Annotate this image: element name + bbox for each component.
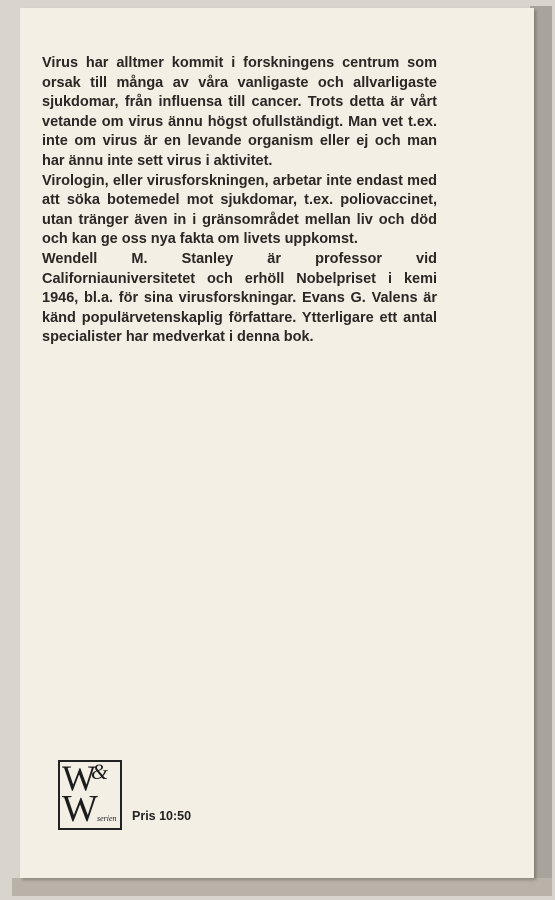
- book-bottom-shadow: [12, 878, 552, 896]
- publisher-logo: [58, 760, 122, 830]
- blurb-paragraph-2: Virologin, eller virusforskningen, arbetar inte endast med att söka botemedel mot sjukdomar, t.ex. poliovaccinet, utan tränger även in i gränsområdet mellan liv och död och kan ge oss nya fakta om livets uppkomst.: [42, 172, 437, 248]
- logo-ampersand: &: [91, 759, 109, 784]
- price-label: Pris 10:50: [132, 809, 192, 823]
- back-cover-blurb: [42, 54, 437, 348]
- logo-series-word: serien: [97, 814, 117, 823]
- blurb-paragraph-1: Virus har alltmer kommit i forskningens centrum som orsak till många av våra vanligaste och allvarligaste sjukdomar, från influensa till cancer. Trots detta är vårt vetande om virus ännu högst ofullständigt. Man vet t.ex. inte om virus är en levande organism eller ej och man har ännu inte sett virus i aktivitet.: [42, 55, 437, 169]
- logo-letter-bottom: W: [62, 788, 98, 830]
- logo-letter-top: W: [62, 758, 96, 798]
- blurb-paragraph-3: Wendell M. Stanley är professor vid Californiauniversitetet och erhöll Nobelpriset i kemi 1946, bl.a. för sina virusforskningar. Evans G. Valens är känd populärvetenskaplig författare. Ytterligare ett antal specialister har medverkat i denna bok.: [42, 250, 437, 346]
